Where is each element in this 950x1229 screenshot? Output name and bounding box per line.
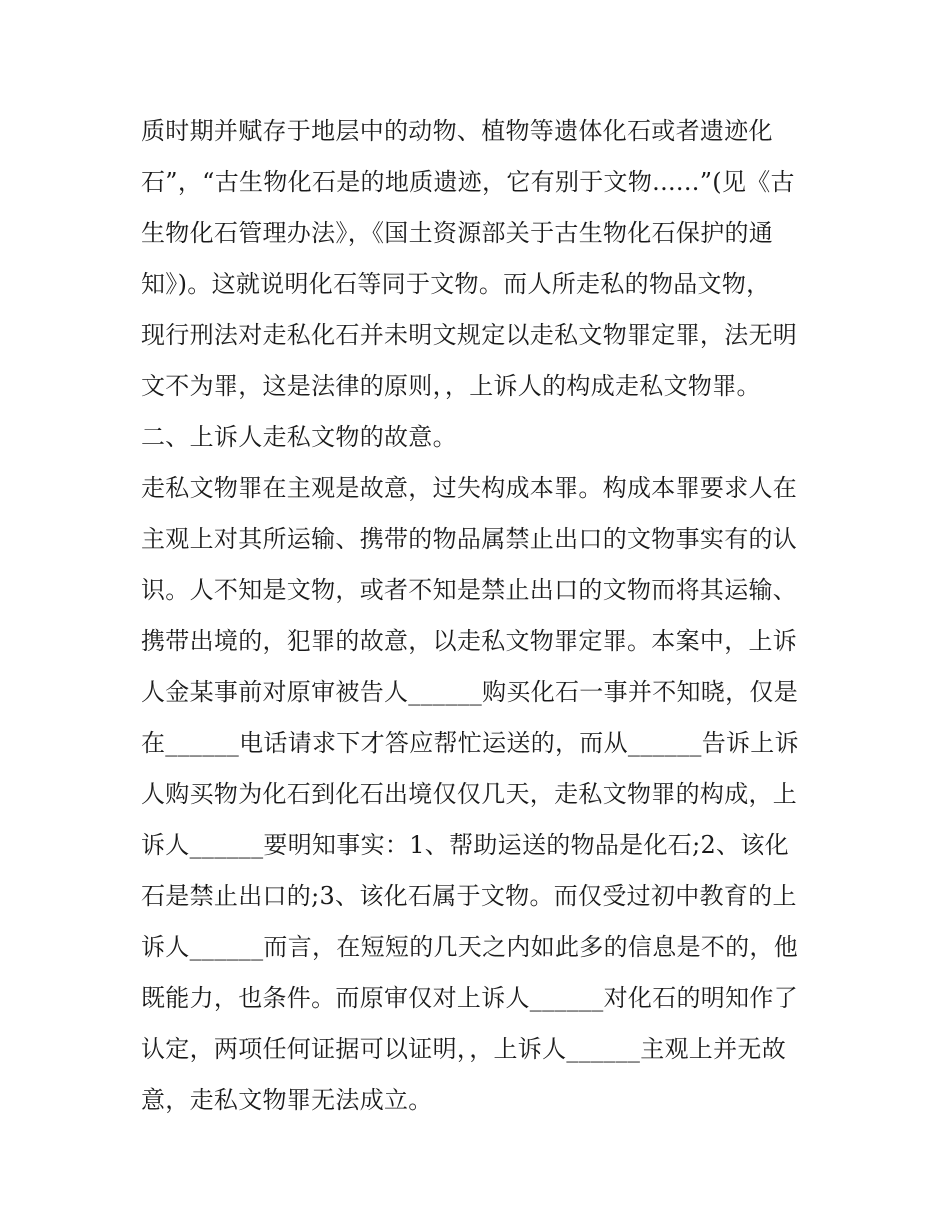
text-line: 现行刑法对走私化石并未明文规定以走私文物罪定罪，法无明: [141, 321, 798, 349]
text-line: 文不为罪，这是法律的原则，，上诉人的构成走私文物罪。: [141, 372, 761, 400]
text-line: 识。人不知是文物，或者不知是禁止出口的文物而将其运输、: [141, 576, 798, 604]
text-line: 石”，“古生物化石是的地质遗迹，它有别于文物......”(见《古: [141, 168, 795, 196]
body-text: [141, 106, 821, 1126]
text-line: 意，走私文物罪无法成立。: [141, 1086, 433, 1114]
section-heading: 二、上诉人走私文物的故意。: [141, 423, 457, 451]
text-line: 人金某事前对原审被告人______购买化石一事并不知晓，仅是: [141, 678, 798, 706]
text-line: 生物化石管理办法》，《国土资源部关于古生物化石保护的通: [141, 219, 774, 247]
text-line: 质时期并赋存于地层中的动物、植物等遗体化石或者遗迹化: [141, 117, 773, 145]
text-line: 知》)。这就说明化石等同于文物。而人所走私的物品文物，: [141, 270, 771, 298]
text-line: 认定，两项任何证据可以证明，，上诉人______主观上并无故: [141, 1035, 786, 1063]
text-line: 走私文物罪在主观是故意，过失构成本罪。构成本罪要求人在: [141, 474, 798, 502]
text-line: 携带出境的，犯罪的故意，以走私文物罪定罪。本案中，上诉: [141, 627, 798, 655]
text-line: 人购买物为化石到化石出境仅仅几天，走私文物罪的构成，上: [141, 780, 798, 808]
text-line: 诉人______而言，在短短的几天之内如此多的信息是不的，他: [141, 933, 798, 961]
text-line: 在______电话请求下才答应帮忙运送的，而从______告诉上诉: [141, 729, 799, 757]
text-line: 既能力，也条件。而原审仅对上诉人______对化石的明知作了: [141, 984, 798, 1012]
text-line: 主观上对其所运输、携带的物品属禁止出口的文物事实有的认: [141, 525, 798, 553]
text-line: 诉人______要明知事实：1、帮助运送的物品是化石;2、该化: [141, 831, 789, 859]
text-line: 石是禁止出口的;3、该化石属于文物。而仅受过初中教育的上: [141, 882, 797, 910]
